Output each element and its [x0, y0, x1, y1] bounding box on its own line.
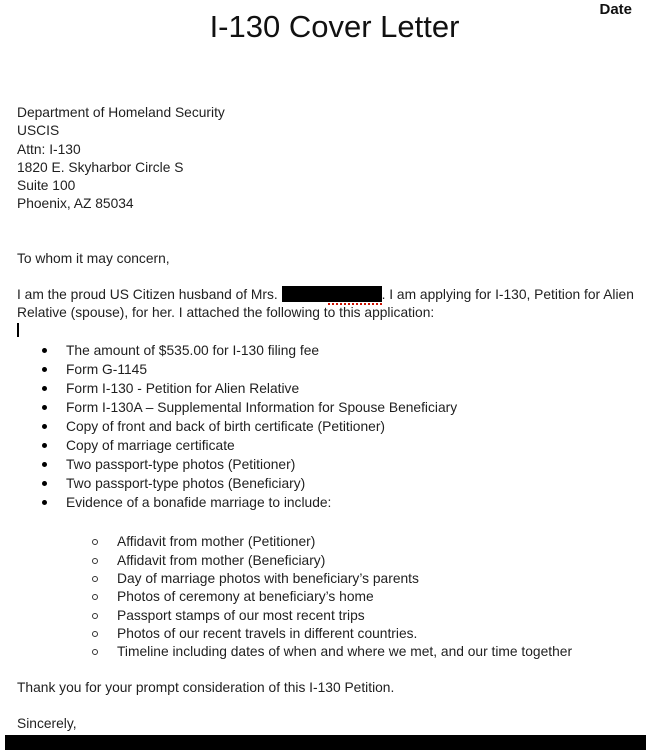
attachment-list-item [17, 493, 652, 512]
attachment-list-item [17, 474, 652, 493]
circle-bullet-icon [92, 594, 98, 600]
recipient-address-block [17, 104, 652, 214]
evidence-item-text: Day of marriage photos with beneficiary’s parents [117, 571, 419, 587]
attachment-list-item [17, 341, 652, 360]
intro-paragraph [17, 286, 652, 323]
attachment-item-text: Copy of marriage certificate [66, 437, 235, 453]
bullet-icon [42, 500, 47, 505]
circle-bullet-icon [92, 613, 98, 619]
empty-line [17, 322, 652, 340]
circle-bullet-icon [92, 558, 98, 564]
evidence-list-item [17, 588, 652, 606]
attachment-list-item [17, 398, 652, 417]
evidence-list-item [17, 570, 652, 588]
recipient-address-line: Attn: I-130 [17, 141, 81, 157]
intro-text-after: . I am applying for I-130, Petition for Alien Relative (spouse), for her. I attached the following to this application: [17, 286, 634, 320]
attachment-list-item [17, 455, 652, 474]
page-title: I-130 Cover Letter [209, 9, 460, 44]
evidence-list-item [17, 533, 652, 551]
attachment-list-item [17, 436, 652, 455]
bullet-icon [42, 481, 47, 486]
recipient-address-line: 1820 E. Skyharbor Circle S [17, 159, 184, 175]
evidence-item-text: Affidavit from mother (Petitioner) [117, 534, 316, 550]
bullet-icon [42, 348, 47, 353]
recipient-address-line: USCIS [17, 123, 60, 139]
bullet-icon [42, 367, 47, 372]
circle-bullet-icon [92, 649, 98, 655]
redacted-signature-bar [5, 735, 646, 750]
text-cursor [17, 323, 19, 337]
attachment-item-text: Form I-130 - Petition for Alien Relative [66, 380, 300, 396]
evidence-item-text: Timeline including dates of when and where we met, and our time together [117, 644, 573, 660]
attachment-item-text: Evidence of a bonafide marriage to include: [66, 494, 332, 510]
attachment-item-text: Form I-130A – Supplemental Information for Spouse Beneficiary [66, 399, 458, 415]
signoff: Sincerely, [17, 716, 77, 732]
attachment-list-item [17, 360, 652, 379]
spellcheck-underline [328, 303, 382, 305]
evidence-list-item [17, 643, 652, 661]
circle-bullet-icon [92, 631, 98, 637]
attachment-item-text: Form G-1145 [66, 361, 148, 377]
bullet-icon [42, 386, 47, 391]
attachments-list [17, 341, 652, 512]
evidence-item-text: Passport stamps of our most recent trips [117, 607, 365, 623]
bullet-icon [42, 462, 47, 467]
evidence-item-text: Photos of our recent travels in different countries. [117, 625, 418, 641]
evidence-item-text: Photos of ceremony at beneficiary’s home [117, 589, 374, 605]
evidence-sublist [17, 533, 652, 661]
evidence-item-text: Affidavit from mother (Beneficiary) [117, 552, 326, 568]
attachment-item-text: The amount of $535.00 for I-130 filing fee [66, 342, 320, 358]
evidence-list-item [17, 552, 652, 570]
bullet-icon [42, 443, 47, 448]
evidence-list-item [17, 607, 652, 625]
circle-bullet-icon [92, 539, 98, 545]
evidence-list-item [17, 625, 652, 643]
bullet-icon [42, 424, 47, 429]
bullet-icon [42, 405, 47, 410]
attachment-item-text: Copy of front and back of birth certificate (Petitioner) [66, 418, 386, 434]
intro-text-before: I am the proud US Citizen husband of Mrs. [17, 286, 282, 302]
attachment-list-item [17, 379, 652, 398]
redacted-name-bar [282, 286, 382, 302]
recipient-address-line: Department of Homeland Security [17, 105, 225, 120]
recipient-address-line: Suite 100 [17, 178, 76, 194]
attachment-list-item [17, 417, 652, 436]
salutation: To whom it may concern, [17, 250, 170, 266]
recipient-address-line: Phoenix, AZ 85034 [17, 196, 134, 212]
attachment-item-text: Two passport-type photos (Beneficiary) [66, 475, 306, 491]
date-label: Date [599, 1, 632, 18]
attachment-item-text: Two passport-type photos (Petitioner) [66, 456, 296, 472]
circle-bullet-icon [92, 576, 98, 582]
closing-thanks: Thank you for your prompt consideration of this I-130 Petition. [17, 680, 395, 696]
